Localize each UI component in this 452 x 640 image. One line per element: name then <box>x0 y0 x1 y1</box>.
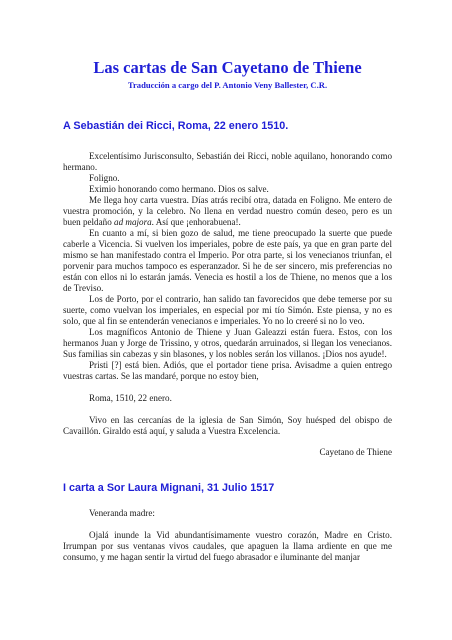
document-subtitle: Traducción a cargo del P. Antonio Veny Ballester, C.R. <box>127 80 328 90</box>
letter-heading: A Sebastián dei Ricci, Roma, 22 enero 1510. <box>63 120 289 132</box>
latin-phrase: ad majora <box>114 217 152 227</box>
signature: Cayetano de Thiene <box>319 447 392 457</box>
letter-heading: I carta a Sor Laura Mignani, 31 Julio 1517 <box>63 482 275 494</box>
letter-mignani <box>63 481 392 563</box>
body-paragraph: Ojalá inunde la Vid abundantísimamente vuestro corazón, Madre en Cristo. Irrumpan por sus ventanas vivos caudales, que apaguen la llama ardiente en que me consumo, y me hagan sentir la virtud del fuego abrasador e iluminante del manjar <box>63 530 392 562</box>
body-text: . Así que ¡enhorabuena!. <box>151 217 241 227</box>
place-line: Foligno. <box>89 173 120 183</box>
salutation-paragraph: Excelentísimo Jurisconsulto, Sebastián dei Ricci, noble aquilano, honorando como hermano. <box>63 151 392 172</box>
body-paragraph: En cuanto a mí, si bien gozo de salud, me tiene preocupado la suerte que puede caberle a Vicencia. Si vuelven los imperiales, pobre de este país, ya que en gran parte del mismo se han manifestado contra el Imperio. Por otra parte, si los venecianos triunfan, el porvenir para muchos tampoco es esperanzador. Si he de ser sincero, mis preferencias no están con ellos ni lo estarán jamás. Venecia es hostil a los de Thiene, no menos que a los de Treviso. <box>63 228 392 293</box>
salutation-line: Veneranda madre: <box>89 508 155 518</box>
letter-ricci <box>63 119 392 458</box>
greeting-line: Eximio honorando como hermano. Dios os salve. <box>89 184 269 194</box>
postscript-paragraph: Vivo en las cercanías de la iglesia de San Simón, Soy huésped del obispo de Cavaillón. Giraldo está aquí, y saluda a Vuestra Excelencia. <box>63 415 392 436</box>
body-paragraph <box>63 195 392 228</box>
body-paragraph: Los de Porto, por el contrario, han salido tan favorecidos que debe temerse por su suerte, como vuelvan los imperiales, en especial por mi tío Simón. Este piensa, y no es solo, que al fin se entenderán venecianos e imperiales. Yo no lo creeré si no lo veo. <box>63 294 392 326</box>
body-paragraph: Los magníficos Antonio de Thiene y Juan Galeazzi están fuera. Estos, con los hermanos Juan y Jorge de Trissino, y otros, quedarán arruinados, si llegan los venecianos. Sus familias sin cabezas y sin blasones, y los nobles serán los villanos. ¡Dios nos ayude!. <box>63 327 392 359</box>
document-title: Las cartas de San Cayetano de Thiene <box>93 58 362 77</box>
date-line: Roma, 1510, 22 enero. <box>89 393 172 403</box>
body-paragraph: Pristi [?] está bien. Adiós, que el portador tiene prisa. Avisadme a quien entrego vuestras cartas. Se las mandaré, porque no estoy bien, <box>63 360 392 381</box>
body-text: Me llega hoy carta vuestra. Días atrás recibí otra, datada en Foligno. Me entero de vuestra promoción, y la celebro. No llena en verdad nuestro común deseo, pero es un buen peldaño <box>63 195 392 227</box>
